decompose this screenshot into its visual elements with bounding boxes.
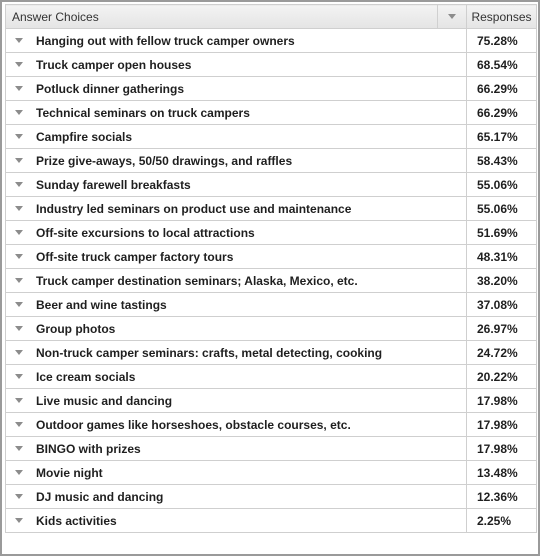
response-percentage: 12.36% bbox=[467, 485, 537, 509]
row-expand-toggle[interactable] bbox=[6, 365, 32, 388]
answer-choice-cell bbox=[6, 413, 467, 437]
chevron-down-icon bbox=[15, 158, 23, 163]
row-expand-toggle[interactable] bbox=[6, 173, 32, 196]
answer-choice-cell bbox=[6, 317, 467, 341]
answer-choice-cell bbox=[6, 509, 467, 533]
answer-choice-cell bbox=[6, 149, 467, 173]
table-row bbox=[6, 413, 537, 437]
answer-choices-header[interactable] bbox=[6, 5, 467, 29]
row-expand-toggle[interactable] bbox=[6, 77, 32, 100]
row-expand-toggle[interactable] bbox=[6, 485, 32, 508]
answer-choices-header-label: Answer Choices bbox=[12, 9, 99, 24]
chevron-down-icon bbox=[15, 206, 23, 211]
response-percentage: 51.69% bbox=[467, 221, 537, 245]
table-row bbox=[6, 485, 537, 509]
response-percentage: 65.17% bbox=[467, 125, 537, 149]
table-row bbox=[6, 293, 537, 317]
chevron-down-icon bbox=[15, 110, 23, 115]
sort-dropdown-button[interactable] bbox=[437, 5, 466, 28]
response-percentage: 2.25% bbox=[467, 509, 537, 533]
answer-choice-label: Live music and dancing bbox=[36, 393, 173, 408]
table-row bbox=[6, 197, 537, 221]
answer-choice-cell bbox=[6, 77, 467, 101]
chevron-down-icon bbox=[15, 182, 23, 187]
row-expand-toggle[interactable] bbox=[6, 101, 32, 124]
response-percentage: 24.72% bbox=[467, 341, 537, 365]
answer-choice-cell bbox=[6, 101, 467, 125]
answer-choice-cell bbox=[6, 341, 467, 365]
table-row bbox=[6, 125, 537, 149]
chevron-down-icon bbox=[15, 422, 23, 427]
chevron-down-icon bbox=[15, 62, 23, 67]
answer-choice-cell bbox=[6, 245, 467, 269]
chevron-down-icon bbox=[15, 326, 23, 331]
answer-choice-cell bbox=[6, 53, 467, 77]
table-header-row bbox=[6, 5, 537, 29]
row-expand-toggle[interactable] bbox=[6, 269, 32, 292]
table-row bbox=[6, 341, 537, 365]
row-expand-toggle[interactable] bbox=[6, 221, 32, 244]
table-row bbox=[6, 245, 537, 269]
answer-choice-label: Potluck dinner gatherings bbox=[36, 81, 185, 96]
answer-choice-label: BINGO with prizes bbox=[36, 441, 141, 456]
row-expand-toggle[interactable] bbox=[6, 509, 32, 532]
row-expand-toggle[interactable] bbox=[6, 245, 32, 268]
answer-choice-label: Outdoor games like horseshoes, obstacle courses, etc. bbox=[36, 417, 351, 432]
table-row bbox=[6, 365, 537, 389]
response-percentage: 37.08% bbox=[467, 293, 537, 317]
row-expand-toggle[interactable] bbox=[6, 125, 32, 148]
results-table bbox=[5, 4, 537, 533]
table-row bbox=[6, 437, 537, 461]
response-percentage: 20.22% bbox=[467, 365, 537, 389]
answer-choice-label: Campfire socials bbox=[36, 129, 133, 144]
response-percentage: 55.06% bbox=[467, 197, 537, 221]
chevron-down-icon bbox=[15, 374, 23, 379]
table-row bbox=[6, 53, 537, 77]
table-row bbox=[6, 173, 537, 197]
response-percentage: 68.54% bbox=[467, 53, 537, 77]
answer-choice-cell bbox=[6, 293, 467, 317]
row-expand-toggle[interactable] bbox=[6, 461, 32, 484]
response-percentage: 17.98% bbox=[467, 389, 537, 413]
chevron-down-icon bbox=[15, 134, 23, 139]
answer-choice-cell bbox=[6, 389, 467, 413]
answer-choice-label: Industry led seminars on product use and maintenance bbox=[36, 201, 352, 216]
answer-choice-cell bbox=[6, 125, 467, 149]
row-expand-toggle[interactable] bbox=[6, 293, 32, 316]
answer-choice-label: Sunday farewell breakfasts bbox=[36, 177, 191, 192]
answer-choice-label: Truck camper destination seminars; Alaska, Mexico, etc. bbox=[36, 273, 358, 288]
response-percentage: 17.98% bbox=[467, 413, 537, 437]
table-row bbox=[6, 77, 537, 101]
answer-choice-cell bbox=[6, 197, 467, 221]
responses-header[interactable] bbox=[467, 5, 537, 29]
response-percentage: 48.31% bbox=[467, 245, 537, 269]
answer-choice-label: Beer and wine tastings bbox=[36, 297, 167, 312]
response-percentage: 66.29% bbox=[467, 101, 537, 125]
table-row bbox=[6, 317, 537, 341]
response-percentage: 75.28% bbox=[467, 29, 537, 53]
row-expand-toggle[interactable] bbox=[6, 413, 32, 436]
answer-choice-label: Group photos bbox=[36, 321, 116, 336]
row-expand-toggle[interactable] bbox=[6, 149, 32, 172]
table-body bbox=[6, 29, 537, 533]
answer-choice-label: Ice cream socials bbox=[36, 369, 136, 384]
chevron-down-icon bbox=[15, 350, 23, 355]
answer-choice-cell bbox=[6, 269, 467, 293]
chevron-down-icon bbox=[15, 494, 23, 499]
answer-choice-label: Non-truck camper seminars: crafts, metal detecting, cooking bbox=[36, 345, 383, 360]
table-row bbox=[6, 29, 537, 53]
answer-choice-label: Movie night bbox=[36, 465, 103, 480]
answer-choice-cell bbox=[6, 29, 467, 53]
chevron-down-icon bbox=[15, 230, 23, 235]
responses-header-label: Responses bbox=[471, 9, 532, 24]
response-percentage: 17.98% bbox=[467, 437, 537, 461]
answer-choice-label: Technical seminars on truck campers bbox=[36, 105, 250, 120]
answer-choice-cell bbox=[6, 437, 467, 461]
answer-choice-cell bbox=[6, 173, 467, 197]
response-percentage: 66.29% bbox=[467, 77, 537, 101]
chevron-down-icon bbox=[15, 470, 23, 475]
answer-choice-cell bbox=[6, 461, 467, 485]
answer-choice-label: Off-site excursions to local attractions bbox=[36, 225, 255, 240]
chevron-down-icon bbox=[15, 38, 23, 43]
table-row bbox=[6, 269, 537, 293]
answer-choice-cell bbox=[6, 221, 467, 245]
table-row bbox=[6, 389, 537, 413]
chevron-down-icon bbox=[15, 254, 23, 259]
answer-choice-label: Prize give-aways, 50/50 drawings, and raffles bbox=[36, 153, 293, 168]
chevron-down-icon bbox=[15, 446, 23, 451]
row-expand-toggle[interactable] bbox=[6, 53, 32, 76]
table-row bbox=[6, 509, 537, 533]
row-expand-toggle[interactable] bbox=[6, 197, 32, 220]
chevron-down-icon bbox=[15, 302, 23, 307]
table-row bbox=[6, 461, 537, 485]
row-expand-toggle[interactable] bbox=[6, 437, 32, 460]
response-percentage: 38.20% bbox=[467, 269, 537, 293]
chevron-down-icon bbox=[15, 518, 23, 523]
row-expand-toggle[interactable] bbox=[6, 341, 32, 364]
table-row bbox=[6, 221, 537, 245]
answer-choice-cell bbox=[6, 485, 467, 509]
response-percentage: 26.97% bbox=[467, 317, 537, 341]
response-percentage: 55.06% bbox=[467, 173, 537, 197]
row-expand-toggle[interactable] bbox=[6, 317, 32, 340]
answer-choice-label: Off-site truck camper factory tours bbox=[36, 249, 234, 264]
answer-choice-label: Hanging out with fellow truck camper owners bbox=[36, 33, 295, 48]
chevron-down-icon bbox=[15, 86, 23, 91]
response-percentage: 13.48% bbox=[467, 461, 537, 485]
chevron-down-icon bbox=[448, 14, 456, 19]
answer-choice-label: DJ music and dancing bbox=[36, 489, 164, 504]
response-percentage: 58.43% bbox=[467, 149, 537, 173]
row-expand-toggle[interactable] bbox=[6, 29, 32, 52]
chevron-down-icon bbox=[15, 278, 23, 283]
answer-choice-label: Kids activities bbox=[36, 513, 117, 528]
table-row bbox=[6, 101, 537, 125]
answer-choice-label: Truck camper open houses bbox=[36, 57, 192, 72]
table-row bbox=[6, 149, 537, 173]
row-expand-toggle[interactable] bbox=[6, 389, 32, 412]
answer-choice-cell bbox=[6, 365, 467, 389]
chevron-down-icon bbox=[15, 398, 23, 403]
